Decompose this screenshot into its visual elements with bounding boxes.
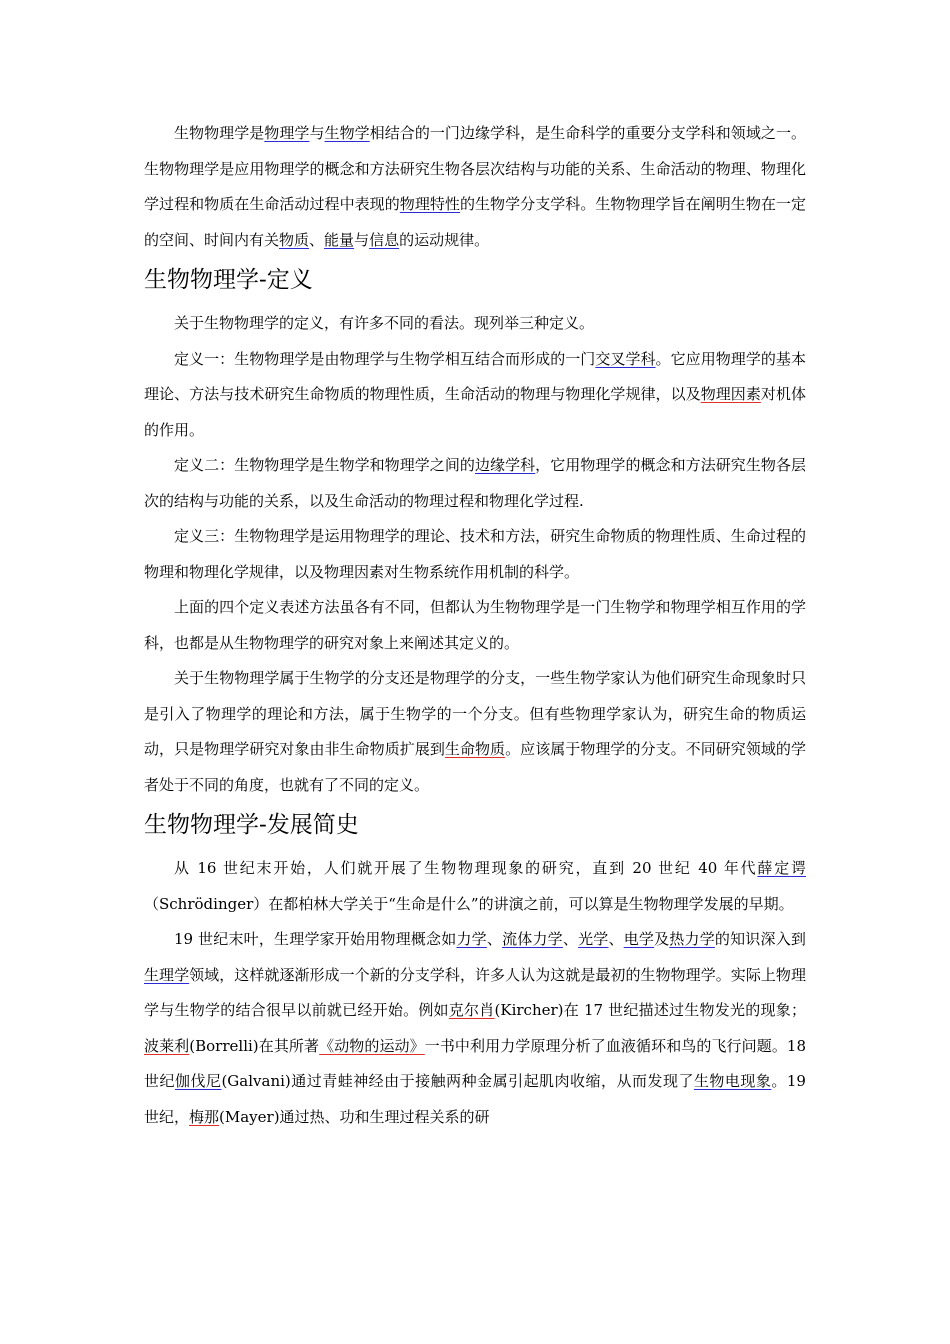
heading-definition: 生物物理学-定义 xyxy=(144,267,313,293)
link-galvani[interactable]: 伽伐尼 xyxy=(174,1072,222,1090)
link-electricity[interactable]: 电学 xyxy=(623,930,655,948)
link-biology[interactable]: 生物学 xyxy=(324,124,370,142)
definition-summary: 上面的四个定义表述方法虽各有不同，但都认为生物物理学是一门生物学和物理学相互作用的学科，也都是从生物物理学的研究对象上来阐述其定义的。 xyxy=(144,598,806,652)
link-mechanics[interactable]: 力学 xyxy=(456,930,487,948)
link-interdisciplinary[interactable]: 交叉学科 xyxy=(595,349,656,368)
definition-one: 定义一：生物物理学是由物理学与生物学相互结合而形成的一门交叉学科。它应用物理学的基本理论、方法与技术研究生命物质的物理性质，生命活动的物理与物理化学规律，以及物理因素对机体的作用。 xyxy=(144,349,806,439)
link-energy[interactable]: 能量 xyxy=(324,230,355,249)
link-mayer[interactable]: 梅那 xyxy=(189,1107,220,1126)
link-living-matter[interactable]: 生命物质 xyxy=(444,740,506,758)
link-thermodynamics[interactable]: 热力学 xyxy=(669,930,715,948)
history-19th-century: 19 世纪末叶，生理学家开始用物理概念如力学、流体力学、光学、电学及热力学的知识深入到生理学领域，这样就逐渐形成一个新的分支学科，许多人认为这就是最初的生物物理学。实际上物理学与生物学的结合很早以前就已经开始。例如克尔肖(Kircher)在 17 世纪描述过生物发光的现象；波莱利(Borrelli)在其所著《动物的运动》一书中利用力学原理分析了血液循环和鸟的飞行问题。18 世纪伽伐尼(Galvani)通过青蛙神经由于接触两种金属引起肌肉收缩，从而发现了生物电现象。19 世纪，梅那(Mayer)通过热、功和生理过程关系的研 xyxy=(144,930,806,1126)
link-physiology[interactable]: 生理学 xyxy=(144,965,190,984)
link-optics[interactable]: 光学 xyxy=(578,930,609,948)
link-bioelectricity[interactable]: 生物电现象 xyxy=(693,1072,772,1090)
link-borrelli[interactable]: 波莱利 xyxy=(144,1036,190,1055)
link-physical-properties[interactable]: 物理特性 xyxy=(399,195,460,213)
link-information[interactable]: 信息 xyxy=(369,230,400,249)
definition-two: 定义二：生物物理学是生物学和物理学之间的边缘学科，它用物理学的概念和方法研究生物各层次的结构与功能的关系，以及生命活动的物理过程和物理化学过程. xyxy=(144,456,806,510)
document-page xyxy=(144,116,806,1135)
intro-paragraph: 生物物理学是物理学与生物学相结合的一门边缘学科，是生命科学的重要分支学科和领域之一。生物物理学是应用物理学的概念和方法研究生物各层次结构与功能的关系、生命活动的物理、物理化学过程和物质在生命活动过程中表现的物理特性的生物学分支学科。生物物理学旨在阐明生物在一定的空间、时间内有关物质、能量与信息的运动规律。 xyxy=(144,124,806,249)
link-schrodinger[interactable]: 薛定谔 xyxy=(757,859,806,877)
heading-history: 生物物理学-发展简史 xyxy=(144,812,359,838)
link-physics[interactable]: 物理学 xyxy=(264,124,310,142)
link-animal-motion[interactable]: 《动物的运动》 xyxy=(319,1036,425,1055)
link-matter[interactable]: 物质 xyxy=(279,230,310,249)
link-fluid-mechanics[interactable]: 流体力学 xyxy=(502,930,563,948)
link-kircher[interactable]: 克尔肖 xyxy=(448,1001,495,1019)
history-early: 从 16 世纪末开始，人们就开展了生物物理现象的研究，直到 20 世纪 40 年代薛定谔（Schrödinger）在都柏林大学关于“生命是什么”的讲演之前，可以算是生物物理学发展的早期。 xyxy=(144,859,806,913)
definition-three: 定义三：生物物理学是运用物理学的理论、技术和方法，研究生命物质的物理性质、生命过程的物理和物理化学规律，以及物理因素对生物系统作用机制的科学。 xyxy=(144,527,806,581)
link-marginal-discipline[interactable]: 边缘学科 xyxy=(474,456,536,474)
link-physical-factors[interactable]: 物理因素 xyxy=(700,385,761,403)
definition-debate: 关于生物物理学属于生物学的分支还是物理学的分支，一些生物学家认为他们研究生命现象时只是引入了物理学的理论和方法，属于生物学的一个分支。但有些物理学家认为，研究生命的物质运动，只是物理学研究对象由非生命物质扩展到生命物质。应该属于物理学的分支。不同研究领域的学者处于不同的角度，也就有了不同的定义。 xyxy=(144,669,806,794)
definition-intro: 关于生物物理学的定义，有许多不同的看法。现列举三种定义。 xyxy=(174,314,595,332)
